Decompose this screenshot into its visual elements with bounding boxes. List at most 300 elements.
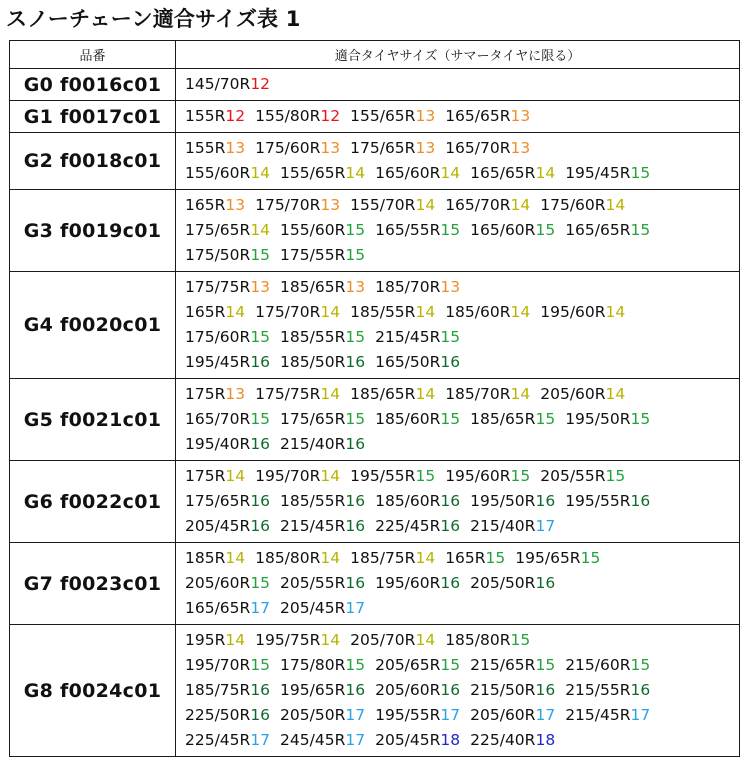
tire-size-rim: 17 (535, 706, 556, 724)
tire-size-rim: 16 (250, 492, 271, 510)
tire-size (280, 653, 365, 678)
tire-size-rim: 15 (440, 656, 461, 674)
tire-size-width: 195/65R (280, 681, 346, 699)
tire-size (185, 703, 270, 728)
group-label: G4 f0020c01 (10, 272, 176, 379)
tire-size-width: 195/50R (565, 410, 631, 428)
tire-size-rim: 16 (440, 681, 461, 699)
tire-size-rim: 15 (630, 164, 651, 182)
tire-size-rim: 14 (225, 467, 246, 485)
size-line (185, 596, 739, 621)
tire-size (280, 678, 365, 703)
tire-size (185, 218, 270, 243)
tire-size-rim: 16 (630, 681, 651, 699)
size-line (185, 653, 739, 678)
table-row (10, 101, 740, 133)
tire-size (185, 325, 270, 350)
size-line (185, 72, 739, 97)
tire-size (375, 325, 460, 350)
tire-size-rim: 15 (510, 467, 531, 485)
tire-size (350, 464, 435, 489)
tire-size-rim: 16 (440, 492, 461, 510)
table-body (10, 69, 740, 757)
tire-size (185, 464, 245, 489)
tire-size-rim: 15 (345, 246, 366, 264)
tire-size-rim: 15 (630, 410, 651, 428)
tire-size-width: 205/50R (470, 574, 536, 592)
tire-size (375, 703, 460, 728)
size-line (185, 193, 739, 218)
tire-size-rim: 13 (225, 139, 246, 157)
sizes-cell (176, 190, 740, 272)
tire-size (185, 300, 245, 325)
tire-size-rim: 14 (320, 631, 341, 649)
tire-size (350, 628, 435, 653)
header-sizes: 適合タイヤサイズ（サマータイヤに限る） (176, 41, 740, 69)
tire-size-width: 185/75R (350, 549, 416, 567)
tire-size-width: 175/55R (280, 246, 346, 264)
tire-size-width: 155R (185, 139, 226, 157)
tire-size-width: 195/70R (185, 656, 251, 674)
tire-size-width: 155R (185, 107, 226, 125)
tire-size-width: 205/45R (280, 599, 346, 617)
tire-size-width: 205/45R (185, 517, 251, 535)
tire-size-width: 215/45R (565, 706, 631, 724)
tire-size-width: 185/55R (350, 303, 416, 321)
tire-size-width: 185/60R (375, 492, 441, 510)
tire-size-width: 165/50R (375, 353, 441, 371)
tire-size-width: 215/45R (280, 517, 346, 535)
tire-size-rim: 17 (345, 731, 366, 749)
size-line (185, 703, 739, 728)
tire-size-width: 185/80R (445, 631, 511, 649)
tire-size (375, 218, 460, 243)
tire-size-width: 165R (185, 196, 226, 214)
tire-size (445, 382, 530, 407)
tire-size-width: 195/75R (255, 631, 321, 649)
table-row (10, 543, 740, 625)
table-row (10, 190, 740, 272)
tire-size-rim: 16 (630, 492, 651, 510)
tire-size (540, 464, 625, 489)
tire-size (280, 571, 365, 596)
size-line (185, 104, 739, 129)
tire-size (375, 489, 460, 514)
tire-size (565, 678, 650, 703)
tire-size-rim: 15 (415, 467, 436, 485)
tire-size-width: 155/70R (350, 196, 416, 214)
size-line (185, 300, 739, 325)
tire-size-rim: 14 (510, 196, 531, 214)
tire-size-rim: 14 (225, 631, 246, 649)
tire-size-rim: 14 (250, 221, 271, 239)
tire-size-rim: 16 (440, 353, 461, 371)
tire-size-rim: 13 (415, 139, 436, 157)
tire-size-rim: 16 (535, 492, 556, 510)
tire-size (565, 218, 650, 243)
tire-size-rim: 15 (440, 328, 461, 346)
tire-size (280, 514, 365, 539)
tire-size (350, 104, 435, 129)
tire-size (280, 432, 365, 457)
tire-size-width: 175/65R (185, 221, 251, 239)
tire-size-rim: 16 (345, 353, 366, 371)
size-line (185, 628, 739, 653)
tire-size-rim: 15 (440, 410, 461, 428)
tire-size-width: 215/45R (375, 328, 441, 346)
tire-size-width: 225/40R (470, 731, 536, 749)
size-line (185, 218, 739, 243)
tire-size-width: 185/50R (280, 353, 346, 371)
tire-size (255, 464, 340, 489)
tire-size-rim: 13 (345, 278, 366, 296)
tire-size (185, 678, 270, 703)
tire-size-rim: 17 (345, 706, 366, 724)
tire-size (540, 300, 625, 325)
tire-size-width: 155/60R (280, 221, 346, 239)
tire-size-rim: 13 (225, 196, 246, 214)
tire-size-rim: 14 (415, 549, 436, 567)
tire-size (375, 728, 460, 753)
table-row (10, 69, 740, 101)
tire-size (470, 514, 555, 539)
tire-size-rim: 13 (510, 139, 531, 157)
tire-size-width: 195/65R (515, 549, 581, 567)
tire-size-width: 195/60R (445, 467, 511, 485)
tire-size (280, 489, 365, 514)
tire-size (445, 464, 530, 489)
tire-size (255, 382, 340, 407)
group-label: G6 f0022c01 (10, 461, 176, 543)
tire-size (375, 161, 460, 186)
table-row (10, 461, 740, 543)
tire-size-width: 205/60R (185, 574, 251, 592)
group-label: G7 f0023c01 (10, 543, 176, 625)
tire-size-rim: 14 (510, 385, 531, 403)
tire-size-rim: 15 (580, 549, 601, 567)
tire-size-rim: 14 (250, 164, 271, 182)
tire-size-rim: 12 (320, 107, 341, 125)
tire-size-width: 205/65R (375, 656, 441, 674)
tire-size (185, 193, 245, 218)
tire-size-width: 185/55R (280, 328, 346, 346)
tire-size-width: 225/45R (375, 517, 441, 535)
tire-size-rim: 16 (345, 574, 366, 592)
tire-size-rim: 15 (535, 221, 556, 239)
tire-size-rim: 12 (250, 75, 271, 93)
tire-size-width: 195/55R (350, 467, 416, 485)
tire-size (280, 161, 365, 186)
tire-size (470, 571, 555, 596)
tire-size-width: 185/60R (445, 303, 511, 321)
tire-size-rim: 14 (605, 385, 626, 403)
tire-size-width: 215/60R (565, 656, 631, 674)
sizes-cell (176, 69, 740, 101)
tire-size-rim: 14 (605, 303, 626, 321)
tire-size (445, 193, 530, 218)
tire-size-rim: 13 (320, 196, 341, 214)
sizes-cell (176, 625, 740, 757)
tire-size-rim: 17 (250, 731, 271, 749)
tire-size-width: 165R (185, 303, 226, 321)
tire-size-rim: 15 (345, 656, 366, 674)
tire-size-width: 175R (185, 385, 226, 403)
tire-size-rim: 16 (250, 353, 271, 371)
tire-size (280, 243, 365, 268)
tire-size (185, 728, 270, 753)
size-line (185, 678, 739, 703)
tire-size-rim: 18 (535, 731, 556, 749)
tire-size (565, 653, 650, 678)
tire-size (185, 546, 245, 571)
sizes-cell (176, 461, 740, 543)
tire-size-width: 155/60R (185, 164, 251, 182)
size-line (185, 382, 739, 407)
tire-size-width: 185/55R (280, 492, 346, 510)
size-line (185, 432, 739, 457)
tire-size-rim: 14 (415, 385, 436, 403)
tire-size-rim: 17 (345, 599, 366, 617)
tire-size-rim: 16 (250, 706, 271, 724)
size-line (185, 275, 739, 300)
size-line (185, 514, 739, 539)
tire-size (255, 104, 340, 129)
size-line (185, 325, 739, 350)
tire-size-width: 205/50R (280, 706, 346, 724)
tire-size (565, 489, 650, 514)
tire-size-rim: 16 (345, 435, 366, 453)
tire-size-rim: 16 (345, 517, 366, 535)
tire-size (185, 104, 245, 129)
tire-size-width: 205/55R (280, 574, 346, 592)
tire-size (350, 382, 435, 407)
tire-size-width: 175R (185, 467, 226, 485)
tire-size-width: 185R (185, 549, 226, 567)
tire-size-rim: 13 (320, 139, 341, 157)
tire-size-width: 175/65R (350, 139, 416, 157)
group-label: G3 f0019c01 (10, 190, 176, 272)
tire-size-width: 185/65R (280, 278, 346, 296)
tire-size-rim: 16 (250, 681, 271, 699)
tire-size (185, 571, 270, 596)
tire-size-rim: 15 (440, 221, 461, 239)
tire-size-width: 175/60R (255, 139, 321, 157)
tire-size-width: 185/70R (445, 385, 511, 403)
tire-size-width: 215/50R (470, 681, 536, 699)
tire-size-width: 185/65R (350, 385, 416, 403)
tire-size-rim: 13 (440, 278, 461, 296)
tire-size (565, 703, 650, 728)
tire-size (280, 325, 365, 350)
tire-size-width: 175/50R (185, 246, 251, 264)
tire-size (470, 653, 555, 678)
tire-size-width: 205/60R (375, 681, 441, 699)
tire-size (470, 728, 555, 753)
tire-size-rim: 14 (510, 303, 531, 321)
tire-size (280, 728, 365, 753)
tire-size (255, 193, 340, 218)
tire-size-rim: 15 (250, 410, 271, 428)
tire-size-width: 165/65R (185, 599, 251, 617)
tire-size-rim: 14 (535, 164, 556, 182)
sizes-cell (176, 272, 740, 379)
tire-size-width: 165/65R (565, 221, 631, 239)
tire-size (540, 382, 625, 407)
size-table (9, 40, 740, 757)
tire-size-width: 165R (445, 549, 486, 567)
tire-size-width: 205/70R (350, 631, 416, 649)
tire-size-width: 225/45R (185, 731, 251, 749)
tire-size-rim: 14 (320, 303, 341, 321)
tire-size (280, 703, 365, 728)
tire-size-width: 205/60R (540, 385, 606, 403)
tire-size-rim: 13 (250, 278, 271, 296)
tire-size-width: 175/60R (540, 196, 606, 214)
tire-size-width: 175/75R (185, 278, 251, 296)
tire-size (185, 653, 270, 678)
size-line (185, 571, 739, 596)
tire-size (350, 136, 435, 161)
table-row (10, 272, 740, 379)
tire-size-width: 185/80R (255, 549, 321, 567)
tire-size-rim: 13 (510, 107, 531, 125)
tire-size-width: 195/45R (565, 164, 631, 182)
tire-size-width: 175/65R (280, 410, 346, 428)
tire-size-width: 165/70R (445, 139, 511, 157)
tire-size (185, 514, 270, 539)
sizes-cell (176, 379, 740, 461)
tire-size-rim: 14 (320, 385, 341, 403)
tire-size-rim: 15 (630, 656, 651, 674)
tire-size (185, 596, 270, 621)
tire-size-rim: 15 (250, 328, 271, 346)
size-line (185, 407, 739, 432)
tire-size-width: 185/75R (185, 681, 251, 699)
tire-size-width: 195/50R (470, 492, 536, 510)
group-label: G5 f0021c01 (10, 379, 176, 461)
tire-size-rim: 14 (415, 303, 436, 321)
tire-size-rim: 14 (320, 467, 341, 485)
tire-size-width: 175/70R (255, 196, 321, 214)
tire-size-rim: 15 (345, 328, 366, 346)
tire-size-rim: 15 (345, 221, 366, 239)
size-line (185, 464, 739, 489)
tire-size-width: 195R (185, 631, 226, 649)
table-row (10, 625, 740, 757)
tire-size-width: 245/45R (280, 731, 346, 749)
tire-size (470, 703, 555, 728)
tire-size-width: 215/40R (280, 435, 346, 453)
tire-size-width: 215/55R (565, 681, 631, 699)
tire-size-width: 175/75R (255, 385, 321, 403)
tire-size (280, 350, 365, 375)
tire-size-width: 195/40R (185, 435, 251, 453)
tire-size-width: 205/45R (375, 731, 441, 749)
table-row (10, 133, 740, 190)
tire-size-width: 205/55R (540, 467, 606, 485)
tire-size (515, 546, 600, 571)
tire-size-width: 225/50R (185, 706, 251, 724)
tire-size-rim: 15 (535, 656, 556, 674)
tire-size (375, 678, 460, 703)
tire-size-rim: 16 (535, 574, 556, 592)
tire-size-width: 165/60R (375, 164, 441, 182)
tire-size (375, 653, 460, 678)
tire-size-width: 165/65R (445, 107, 511, 125)
tire-size (185, 72, 270, 97)
tire-size-rim: 15 (605, 467, 626, 485)
tire-size (565, 161, 650, 186)
tire-size-rim: 12 (225, 107, 246, 125)
tire-size (445, 628, 530, 653)
tire-size (375, 275, 460, 300)
tire-size-rim: 14 (225, 303, 246, 321)
tire-size (185, 275, 270, 300)
tire-size-rim: 15 (250, 246, 271, 264)
tire-size-width: 215/65R (470, 656, 536, 674)
tire-size-width: 185/65R (470, 410, 536, 428)
tire-size (280, 275, 365, 300)
tire-size (280, 596, 365, 621)
size-line (185, 489, 739, 514)
tire-size (185, 243, 270, 268)
tire-size-width: 145/70R (185, 75, 251, 93)
tire-size-rim: 16 (345, 492, 366, 510)
tire-size-rim: 15 (535, 410, 556, 428)
size-line (185, 350, 739, 375)
tire-size (350, 193, 435, 218)
tire-size-width: 195/55R (565, 492, 631, 510)
tire-size-width: 195/45R (185, 353, 251, 371)
tire-size (185, 407, 270, 432)
tire-size (375, 571, 460, 596)
tire-size-rim: 15 (630, 221, 651, 239)
tire-size-width: 185/60R (375, 410, 441, 428)
tire-size-width: 175/65R (185, 492, 251, 510)
tire-size (280, 218, 365, 243)
tire-size-rim: 14 (440, 164, 461, 182)
tire-size (280, 407, 365, 432)
tire-size-width: 165/70R (445, 196, 511, 214)
size-line (185, 161, 739, 186)
tire-size (470, 678, 555, 703)
tire-size (375, 514, 460, 539)
tire-size (375, 350, 460, 375)
size-line (185, 728, 739, 753)
tire-size (445, 104, 530, 129)
tire-size-rim: 18 (440, 731, 461, 749)
tire-size-width: 185/70R (375, 278, 441, 296)
tire-size (470, 218, 555, 243)
tire-size-width: 165/65R (470, 164, 536, 182)
table-row (10, 379, 740, 461)
tire-size-width: 175/70R (255, 303, 321, 321)
tire-size-rim: 16 (440, 517, 461, 535)
tire-size-rim: 15 (510, 631, 531, 649)
tire-size (185, 161, 270, 186)
tire-size-width: 195/55R (375, 706, 441, 724)
tire-size (445, 546, 505, 571)
sizes-cell (176, 101, 740, 133)
tire-size-width: 195/60R (540, 303, 606, 321)
tire-size-width: 165/55R (375, 221, 441, 239)
tire-size (185, 136, 245, 161)
header-row (10, 41, 740, 69)
tire-size (255, 136, 340, 161)
tire-size-rim: 13 (415, 107, 436, 125)
tire-size (255, 546, 340, 571)
tire-size (565, 407, 650, 432)
